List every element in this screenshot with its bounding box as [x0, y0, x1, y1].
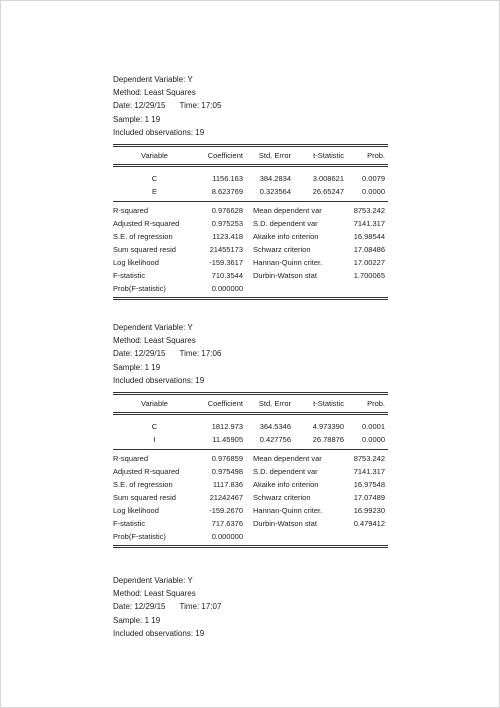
stats-row [113, 256, 388, 269]
date: Date: 12/29/15 [113, 101, 166, 111]
column-header-row [113, 397, 388, 410]
std-error-value: 364.5346 [259, 422, 291, 432]
stats-row [113, 452, 388, 465]
stat-label: Hannan-Quinn criter. [253, 258, 323, 268]
stat-label: Akaike info criterion [253, 480, 319, 490]
table-top-rule [113, 392, 388, 395]
stat-label: Schwarz criterion [253, 245, 311, 255]
stat-label: R-squared [113, 206, 149, 216]
prob-value: 0.0001 [362, 422, 385, 432]
col-coefficient: Coefficient [207, 399, 243, 409]
time: Time: 17:05 [179, 101, 222, 111]
stats-row [113, 465, 388, 478]
variable-name: E [151, 187, 157, 197]
stat-value: 7141.317 [353, 467, 385, 477]
stats-row [113, 269, 388, 282]
stat-value: 1123.418 [212, 232, 243, 242]
coefficient-row [113, 172, 388, 185]
prob-value: 0.0079 [362, 174, 385, 184]
stat-label: F-statistic [113, 271, 146, 281]
col-std-error: Std. Error [258, 151, 291, 161]
stat-value: 17.08486 [353, 245, 385, 255]
stat-label: Prob(F-statistic) [113, 532, 166, 542]
coefficient-value: 8.623769 [211, 187, 243, 197]
sample: Sample: 1 19 [113, 615, 161, 625]
dependent-variable: Dependent Variable: Y [113, 75, 193, 84]
method: Method: Least Squares [113, 336, 196, 346]
stats-row [113, 243, 388, 256]
regression-header [113, 321, 388, 387]
col-std-error: Std. Error [258, 399, 291, 409]
stat-value: 17.00227 [353, 258, 385, 268]
stat-value: 0.975498 [211, 467, 243, 477]
stat-label: Sum squared resid [113, 493, 176, 503]
stat-label: Log likelihood [113, 506, 159, 516]
regression-output-1 [113, 73, 388, 300]
stat-value: 0.000000 [211, 532, 243, 542]
col-variable: Variable [141, 399, 168, 409]
stat-label: Adjusted R-squared [113, 219, 180, 229]
stat-value: 21242467 [209, 493, 243, 503]
col-t-statistic: t-Statistic [313, 399, 344, 409]
variable-name: C [151, 174, 158, 184]
stat-value: -159.3617 [209, 258, 243, 268]
stats-row [113, 217, 388, 230]
stat-value: 16.97548 [353, 480, 385, 490]
stat-label: Mean dependent var [253, 206, 322, 216]
col-t-statistic: t-Statistic [313, 151, 344, 161]
stat-value: 21455173 [209, 245, 243, 255]
coefficient-row [113, 433, 388, 446]
stat-value: 0.975253 [211, 219, 243, 229]
stat-value: 16.98544 [353, 232, 385, 242]
stat-value: 16.99230 [353, 506, 385, 516]
t-statistic-value: 4.973390 [312, 422, 344, 432]
stats-row [113, 530, 388, 543]
stat-value: 1117.836 [212, 480, 243, 490]
col-coefficient: Coefficient [207, 151, 243, 161]
stat-value: -159.2670 [209, 506, 243, 516]
stat-label: Durbin-Watson stat [253, 271, 317, 281]
variable-name: I [153, 435, 156, 445]
stat-label: Durbin-Watson stat [253, 519, 317, 529]
prob-value: 0.0000 [362, 187, 385, 197]
stat-label: Adjusted R-squared [113, 467, 180, 477]
stat-label: Log likelihood [113, 258, 159, 268]
table-bottom-rule [113, 297, 388, 300]
regression-output-3 [113, 574, 388, 640]
stat-label: Hannan-Quinn criter. [253, 506, 323, 516]
prob-value: 0.0000 [362, 435, 385, 445]
table-bottom-rule [113, 545, 388, 548]
stat-value: 0.976628 [211, 206, 243, 216]
stats-row [113, 230, 388, 243]
stat-label: Sum squared resid [113, 245, 176, 255]
stat-value: 17.07489 [353, 493, 385, 503]
stat-value: 7141.317 [353, 219, 385, 229]
coefficient-value: 1812.973 [211, 422, 243, 432]
dependent-variable: Dependent Variable: Y [113, 576, 193, 585]
stat-label: Schwarz criterion [253, 493, 311, 503]
t-statistic-value: 26.78876 [312, 435, 344, 445]
stat-label: F-statistic [113, 519, 146, 529]
regression-header [113, 574, 388, 640]
stat-label: Prob(F-statistic) [113, 284, 166, 294]
time: Time: 17:06 [179, 349, 222, 359]
date-time [113, 600, 388, 613]
date-time [113, 347, 388, 360]
std-error-value: 0.323564 [259, 187, 291, 197]
t-statistic-value: 3.008621 [312, 174, 344, 184]
col-variable: Variable [141, 151, 168, 161]
stat-value: 0.479412 [353, 519, 385, 529]
time: Time: 17:07 [179, 602, 222, 612]
stat-value: 0.000000 [211, 284, 243, 294]
col-prob: Prob. [367, 399, 385, 409]
stats-row [113, 282, 388, 295]
stat-value: 1.700065 [353, 271, 385, 281]
t-statistic-value: 26.65247 [312, 187, 344, 197]
method: Method: Least Squares [113, 88, 196, 98]
std-error-value: 384.2834 [259, 174, 291, 184]
stat-label: Akaike info criterion [253, 232, 319, 242]
sample: Sample: 1 19 [113, 114, 161, 124]
regression-header [113, 73, 388, 139]
stat-label: S.D. dependent var [253, 467, 318, 477]
stats-row [113, 491, 388, 504]
date-time [113, 99, 388, 112]
coefficient-row [113, 185, 388, 198]
stats-row [113, 478, 388, 491]
sample: Sample: 1 19 [113, 362, 161, 372]
stat-value: 8753.242 [353, 206, 385, 216]
regression-output-2 [113, 321, 388, 548]
variable-name: C [151, 422, 158, 432]
stat-value: 710.3544 [211, 271, 243, 281]
method: Method: Least Squares [113, 589, 196, 599]
table-top-rule [113, 144, 388, 147]
stat-label: R-squared [113, 454, 149, 464]
included-observations: Included observations: 19 [113, 375, 205, 385]
stats-row [113, 517, 388, 530]
stat-label: S.D. dependent var [253, 219, 318, 229]
stat-value: 8753.242 [353, 454, 385, 464]
stats-row [113, 504, 388, 517]
included-observations: Included observations: 19 [113, 628, 205, 638]
date: Date: 12/29/15 [113, 349, 166, 359]
column-header-row [113, 149, 388, 162]
stat-label: S.E. of regression [113, 232, 173, 242]
date: Date: 12/29/15 [113, 602, 166, 612]
std-error-value: 0.427756 [259, 435, 291, 445]
stat-label: S.E. of regression [113, 480, 173, 490]
included-observations: Included observations: 19 [113, 127, 205, 137]
stat-value: 717.6376 [211, 519, 243, 529]
coefficient-value: 1156.163 [212, 174, 243, 184]
stats-row [113, 204, 388, 217]
coefficient-row [113, 420, 388, 433]
dependent-variable: Dependent Variable: Y [113, 323, 193, 332]
col-prob: Prob. [367, 151, 385, 161]
stat-value: 0.976859 [211, 454, 243, 464]
stat-label: Mean dependent var [253, 454, 322, 464]
coefficient-value: 11.45905 [212, 435, 243, 445]
